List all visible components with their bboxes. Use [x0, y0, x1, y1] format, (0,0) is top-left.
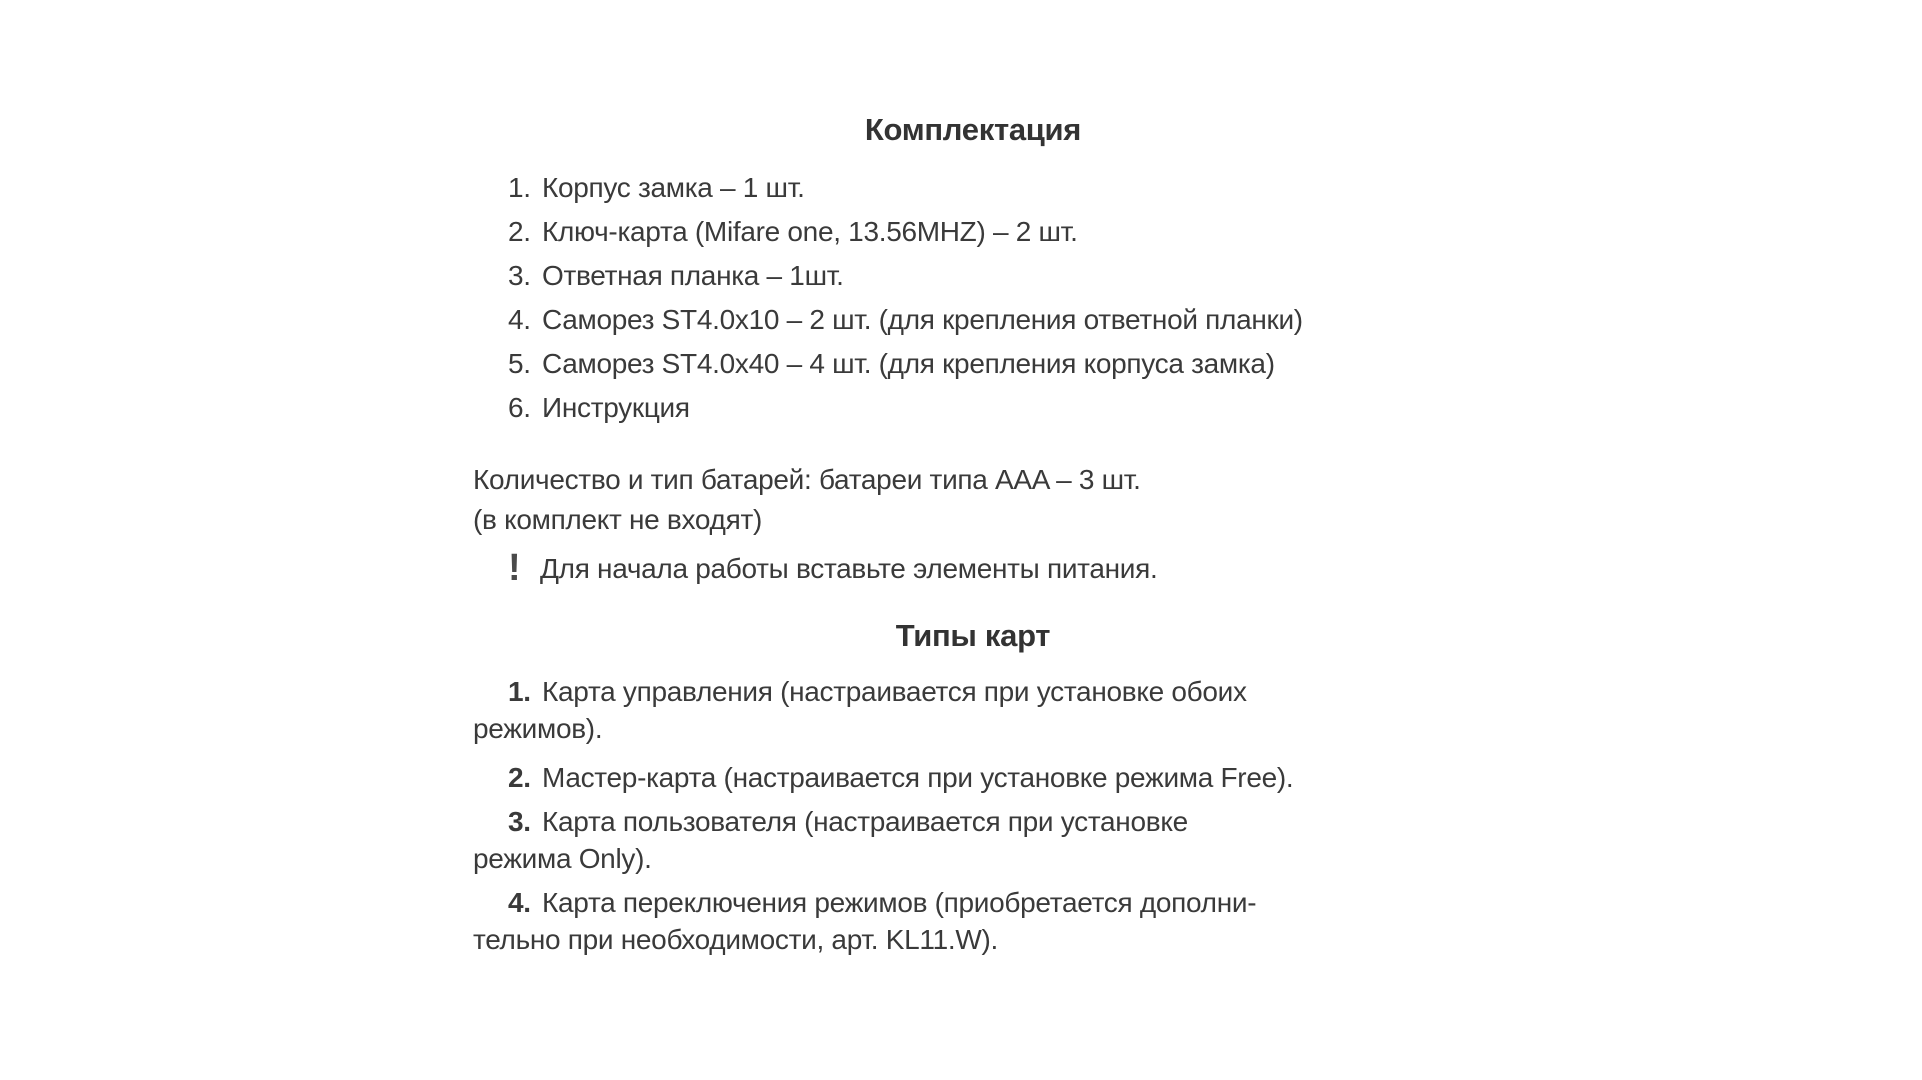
card-type-text: Карта пользователя (настраивается при установке [542, 806, 1188, 837]
package-contents-list [473, 166, 1473, 430]
list-item-number: 6. [508, 392, 531, 423]
list-item-text: Ключ-карта (Mifare one, 13.56MHZ) – 2 шт. [542, 216, 1078, 247]
section-title-package-contents: Комплектация [864, 112, 1082, 147]
card-type-text: Мастер-карта (настраивается при установке режима Free). [542, 762, 1294, 793]
list-item-text: Саморез ST4.0x10 – 2 шт. (для крепления ответной планки) [542, 304, 1303, 335]
list-item-number: 2. [508, 762, 531, 793]
list-item-text: Инструкция [542, 392, 690, 423]
battery-note-line: Количество и тип батарей: батареи типа AAA – 3 шт. [473, 464, 1141, 495]
list-item [473, 298, 1473, 342]
list-item [473, 254, 1473, 298]
list-item [473, 210, 1473, 254]
list-item-number: 1. [508, 676, 531, 707]
card-type-text: режимов). [473, 713, 603, 744]
content-column [473, 0, 1473, 1080]
list-item-text: Ответная планка – 1шт. [542, 260, 844, 291]
list-item-number: 4. [508, 887, 531, 918]
list-item-number: 4. [508, 304, 531, 335]
card-type-item [473, 884, 1473, 958]
list-item-number: 5. [508, 348, 531, 379]
list-item-text: Корпус замка – 1 шт. [542, 172, 805, 203]
card-type-text: режима Only). [473, 843, 652, 874]
card-type-text: Карта переключения режимов (приобретается дополни- [542, 887, 1257, 918]
card-type-item [473, 803, 1473, 877]
card-type-text: тельно при необходимости, арт. KL11.W). [473, 924, 998, 955]
list-item [473, 342, 1473, 386]
list-item-number: 2. [508, 216, 531, 247]
list-item [473, 166, 1473, 210]
list-item [473, 386, 1473, 430]
list-item-number: 1. [508, 172, 531, 203]
list-item-number: 3. [508, 806, 531, 837]
list-item-text: Саморез ST4.0x40 – 4 шт. (для крепления корпуса замка) [542, 348, 1275, 379]
card-type-item [473, 673, 1473, 747]
exclamation-icon: ! [508, 547, 521, 589]
list-item-number: 3. [508, 260, 531, 291]
card-type-text: Карта управления (настраивается при установке обоих [542, 676, 1247, 707]
battery-note-line: (в комплект не входят) [473, 504, 762, 535]
card-type-item [473, 759, 1473, 796]
section-title-card-types: Типы карт [895, 618, 1051, 653]
battery-note [473, 460, 1473, 540]
warning-note [473, 548, 1508, 589]
warning-text: Для начала работы вставьте элементы питания. [540, 553, 1158, 584]
